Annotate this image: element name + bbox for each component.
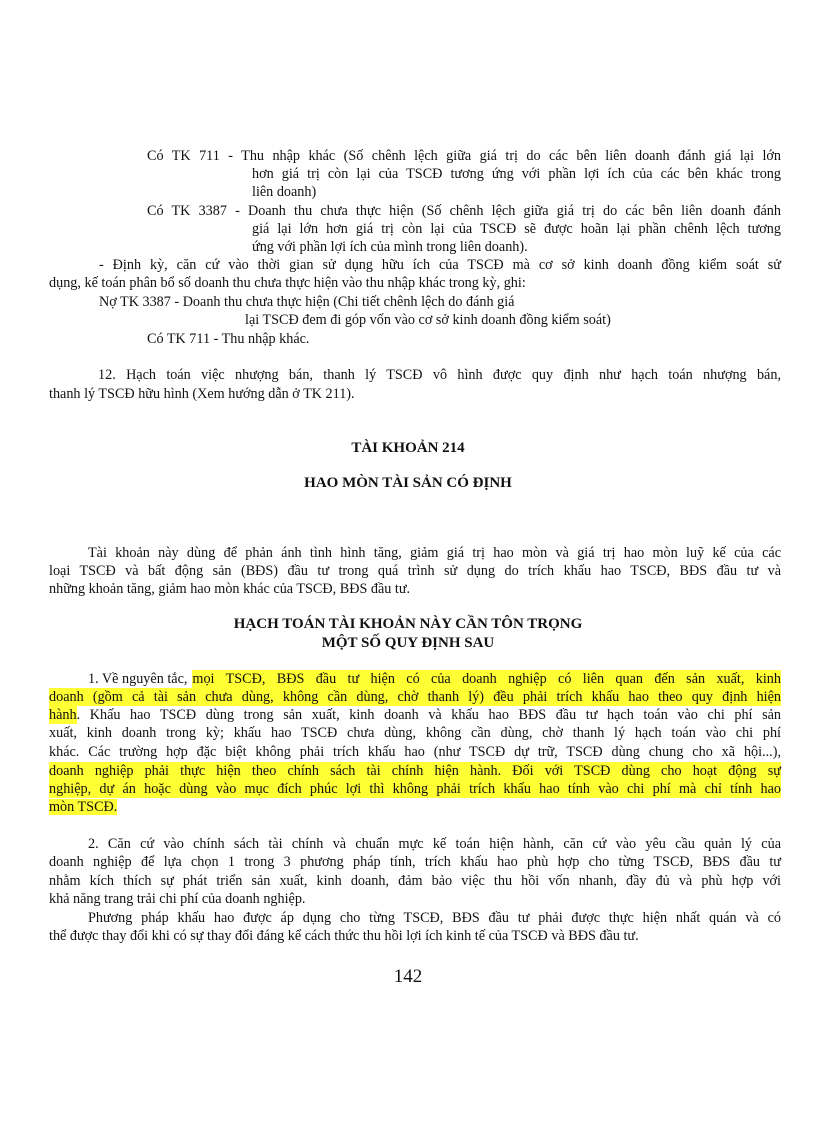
rules-heading-line-2: MỘT SỐ QUY ĐỊNH SAU <box>321 635 495 651</box>
debit-3387-line-1: Nợ TK 3387 - Doanh thu chưa thực hiện (Chi tiết chênh lệch do đánh giá <box>99 294 515 310</box>
rule-2-line-5: Phương pháp khấu hao được áp dụng cho từng TSCĐ, BĐS đầu tư phải được thực hiện nhất quán và có <box>88 910 781 926</box>
rule-1-highlight-2: doanh (gồm cả tài sản chưa dùng, không cần dùng, chờ thanh lý) đều phải trích khấu hao theo quy định hiện <box>49 689 781 705</box>
rule-1-highlight-1: mọi TSCĐ, BĐS đầu tư hiện có của doanh nghiệp có liên quan đến sản xuất, kinh <box>192 671 781 687</box>
entry-3387-line-2: giá lại lớn hơn giá trị còn lại của TSCĐ sẽ được hoãn lại phần chênh lệch tương <box>252 221 781 237</box>
rule-1-highlight-6: mòn TSCĐ. <box>49 799 118 815</box>
rule-1-line-4: xuất, kinh doanh trong kỳ; khấu hao TSCĐ chưa dùng, không cần dùng, chờ thanh lý hạch toán vào chi phí <box>49 725 781 741</box>
item-12-line-1: 12. Hạch toán việc nhượng bán, thanh lý TSCĐ vô hình được quy định như hạch toán nhượng bán, <box>98 367 781 383</box>
entry-711-line-1: Có TK 711 - Thu nhập khác (Số chênh lệch giữa giá trị do các bên liên doanh đánh giá lại lớn <box>147 148 781 164</box>
entry-3387-line-1: Có TK 3387 - Doanh thu chưa thực hiện (Số chênh lệch giữa giá trị do các bên liên doanh đánh <box>147 203 781 219</box>
rules-heading-line-1: HẠCH TOÁN TÀI KHOẢN NÀY CẦN TÔN TRỌNG <box>233 616 583 632</box>
intro-line-1: Tài khoản này dùng để phản ánh tình hình tăng, giảm giá trị hao mòn và giá trị hao mòn luỹ kế của các <box>88 545 781 561</box>
rule-2-line-2: doanh nghiệp để lựa chọn 1 trong 3 phương pháp tính, trích khấu hao phù hợp cho từng TSCĐ, BĐS đầu tư <box>49 854 781 870</box>
entry-711-line-2: hơn giá trị còn lại của TSCĐ tương ứng với phần lợi ích của các bên khác trong <box>252 166 781 182</box>
rule-2-line-3: nhằm kích thích sự phát triển sản xuất, kinh doanh, đảm bảo việc thu hồi vốn nhanh, đầy đủ và phù hợp với <box>49 873 781 889</box>
rule-2-line-1: 2. Căn cứ vào chính sách tài chính và chuẩn mực kế toán hiện hành, căn cứ vào yêu cầu quản lý của <box>88 836 781 852</box>
rule-1-highlight-5: nghiệp, dự án hoặc dùng vào mục đích phúc lợi thì không phải trích khấu hao tính vào chi phí mà chỉ tính hao <box>49 781 781 797</box>
rule-1-line-3-text: . Khấu hao TSCĐ dùng trong sản xuất, kinh doanh và khấu hao BĐS đầu tư hạch toán vào chi phí sản <box>76 707 781 723</box>
debit-3387-line-2: lại TSCĐ đem đi góp vốn vào cơ sở kinh doanh đồng kiểm soát) <box>245 312 611 328</box>
credit-711-line: Có TK 711 - Thu nhập khác. <box>147 331 310 347</box>
intro-line-3: những khoản tăng, giảm hao mòn khác của TSCĐ, BĐS đầu tư. <box>49 581 411 597</box>
rule-1-line-3 <box>49 706 781 724</box>
rule-1-line-5: khác. Các trường hợp đặc biệt không phải trích khấu hao (như TSCĐ dự trữ, TSCĐ dùng chung cho xã hội...), <box>49 744 781 760</box>
periodic-line-2: dụng, kế toán phân bổ số doanh thu chưa thực hiện vào thu nhập khác trong kỳ, ghi: <box>49 275 526 291</box>
intro-line-2: loại TSCĐ và bất động sản (BĐS) đầu tư trong quá trình sử dụng do trích khấu hao TSCĐ, BĐS đầu tư và <box>49 563 781 579</box>
rule-1-line-1 <box>88 670 781 688</box>
page-number: 142 <box>393 966 423 987</box>
account-name-title: HAO MÒN TÀI SẢN CÓ ĐỊNH <box>304 475 512 491</box>
rule-1-highlight-6-line <box>49 798 117 816</box>
entry-3387-line-3: ứng với phần lợi ích của mình trong liên doanh). <box>252 239 528 255</box>
item-12-line-2: thanh lý TSCĐ hữu hình (Xem hướng dẫn ở TK 211). <box>49 386 355 402</box>
rule-2-line-4: khả năng trang trải chi phí của doanh nghiệp. <box>49 891 306 907</box>
rule-2-line-6: thể được thay đổi khi có sự thay đổi đáng kể cách thức thu hồi lợi ích kinh tế của TSCĐ và BĐS đầu tư. <box>49 928 639 944</box>
entry-711-line-3: liên doanh) <box>252 184 317 200</box>
account-title: TÀI KHOẢN 214 <box>351 440 465 456</box>
rule-1-highlight-3: hành <box>49 707 77 723</box>
rule-1-lead: 1. Về nguyên tắc, <box>88 671 188 687</box>
periodic-line-1: - Định kỳ, căn cứ vào thời gian sử dụng hữu ích của TSCĐ mà cơ sở kinh doanh đồng kiểm soát sử <box>99 257 781 273</box>
rule-1-highlight-4: doanh nghiệp phải thực hiện theo chính sách tài chính hiện hành. Đối với TSCĐ dùng cho hoạt động sự <box>49 763 781 779</box>
